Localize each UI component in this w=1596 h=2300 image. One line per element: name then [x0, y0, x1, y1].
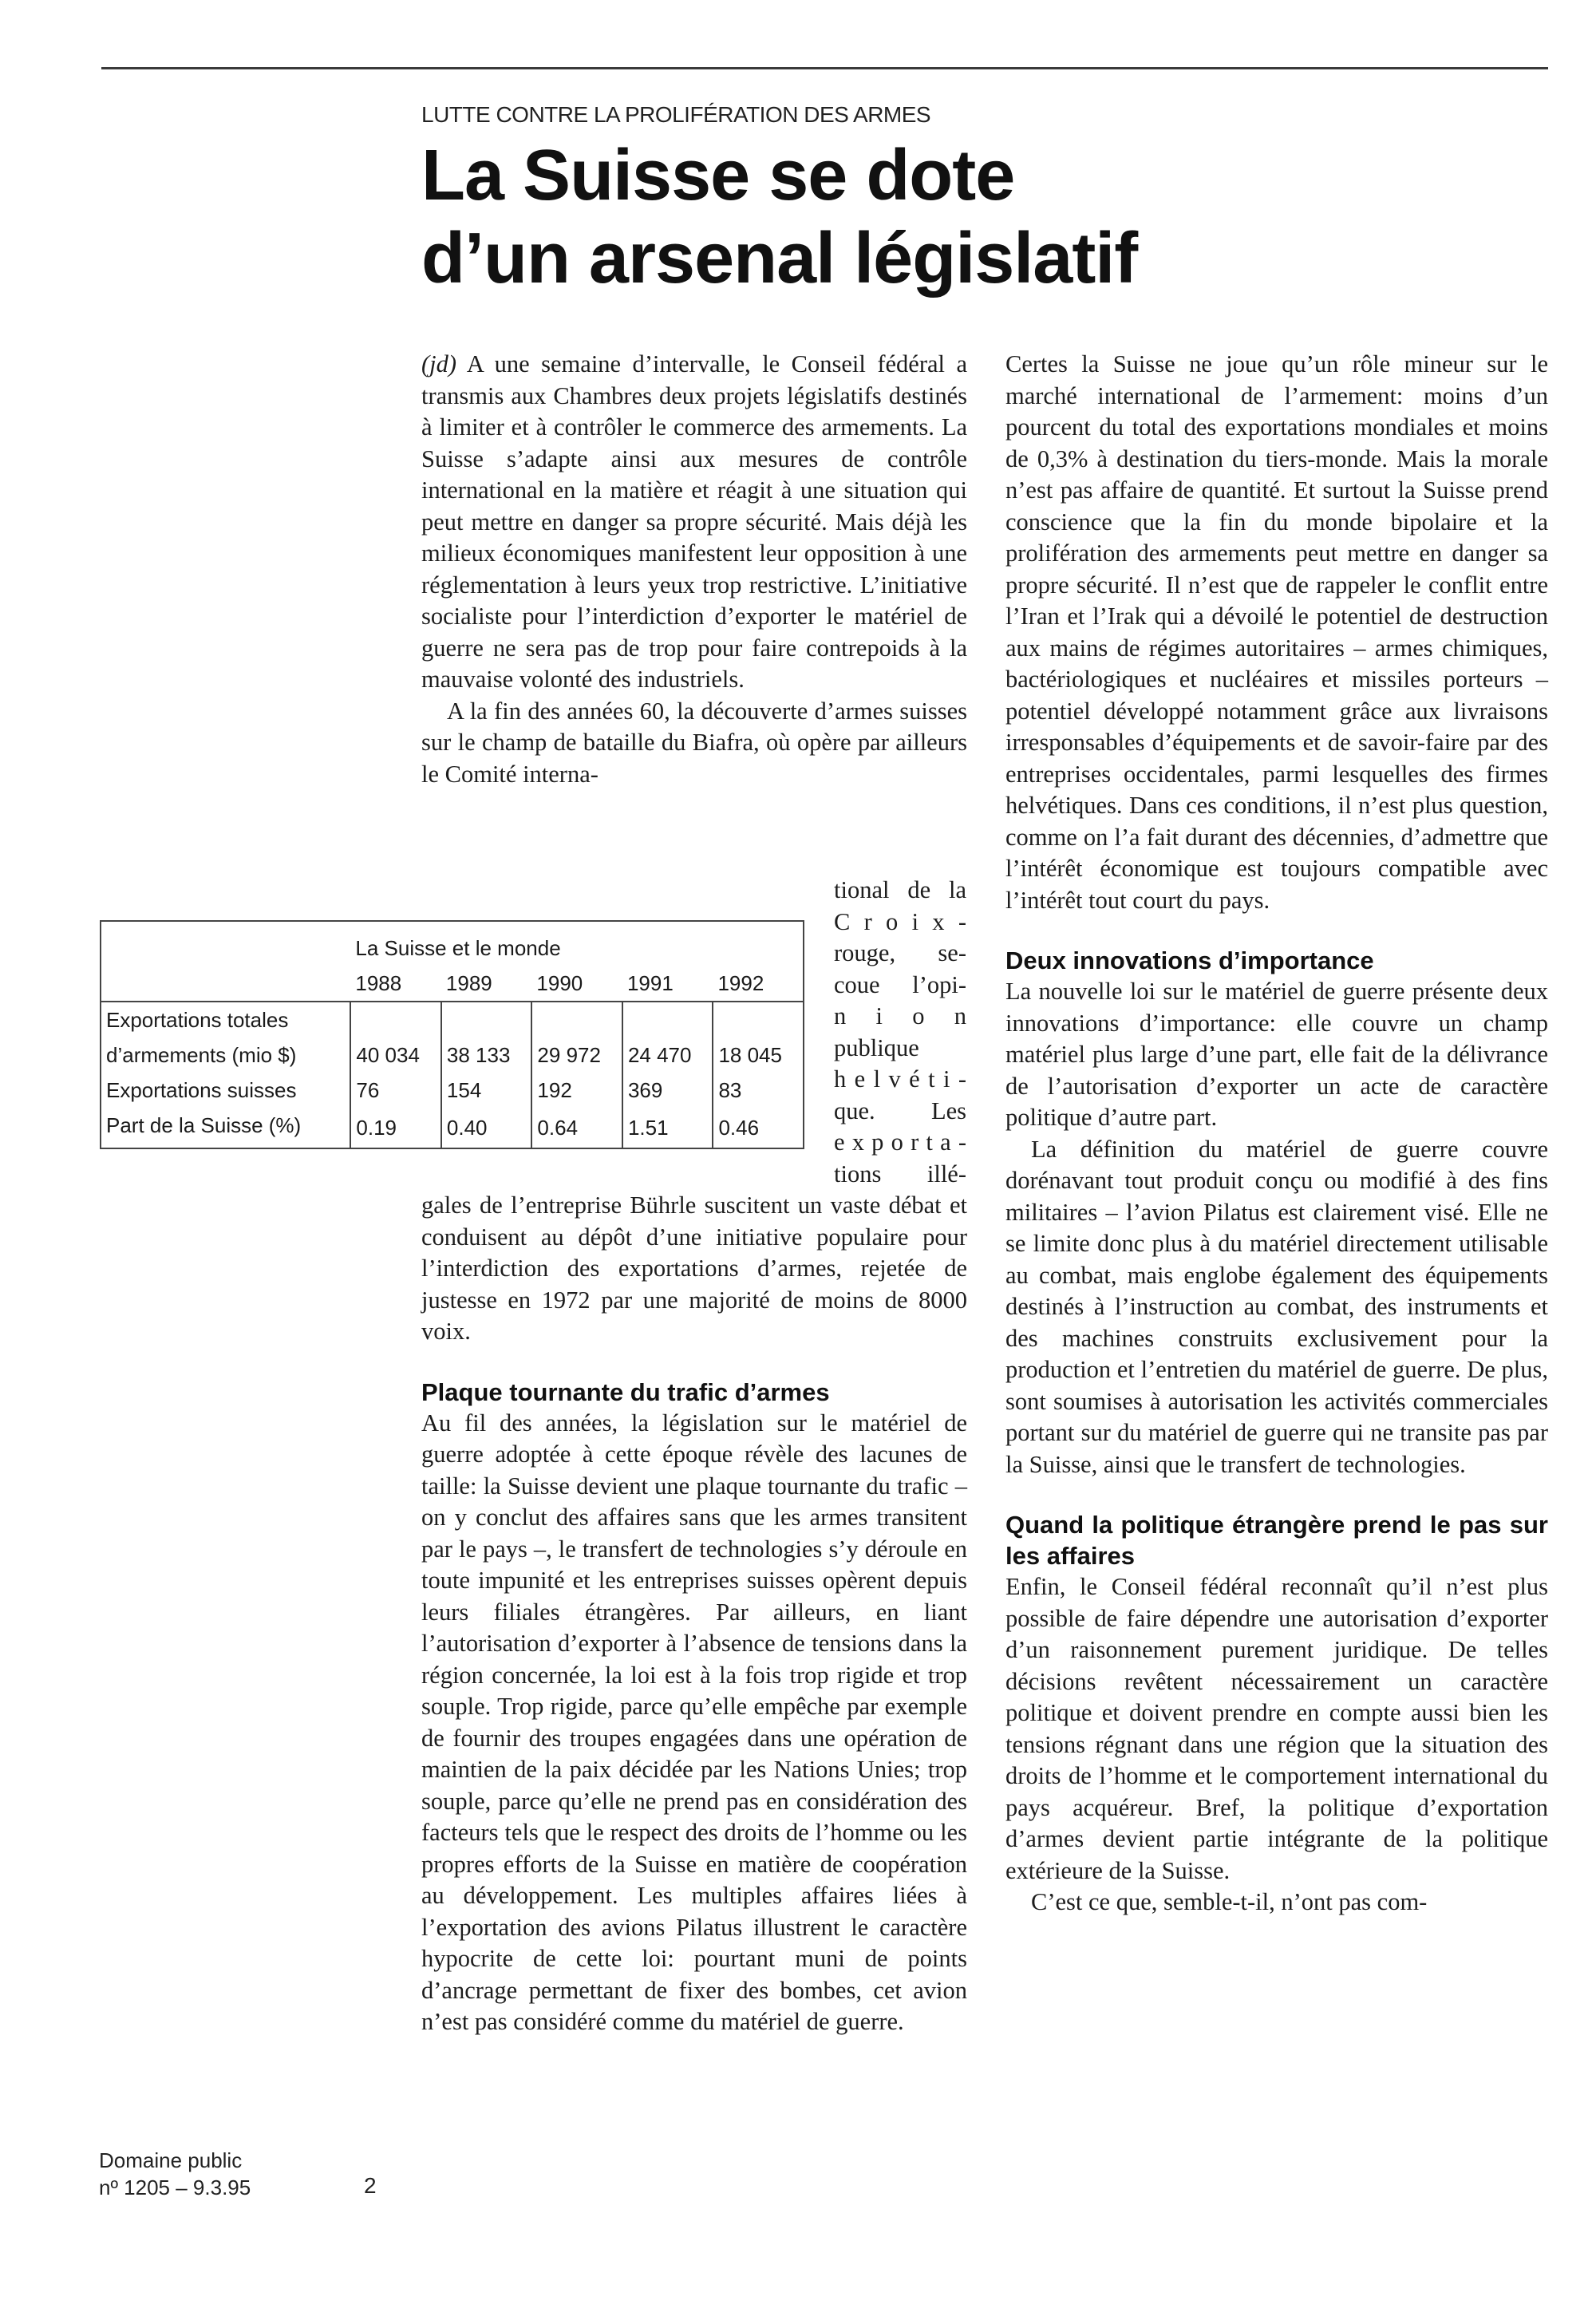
subhead-plaque-tournante: Plaque tournante du trafic d’armes	[421, 1377, 830, 1406]
table-cell: 0.46	[713, 1108, 804, 1148]
publication-name: Domaine public	[99, 2148, 243, 2172]
paragraph-role-mineur: Certes la Suisse ne joue qu’un rôle mineur sur le marché international de l’armement: moins d’un pourcent du total des exportations mondiales et moins de 0,3% à destination du tiers-monde. Mais la morale n’est pas affaire de quantité. Et surtout la Suisse prend conscience que la fin du monde bipolaire et la prolifération des armements peut mettre en danger sa propre sécurité. Il n’est que de rappeler le conflit entre l’Iran et l’Irak qui a dévoilé le potentiel de destruction aux mains de régimes autoritaires – armes chimiques, bactériologiques et nucléaires et missiles porteurs – potentiel développé notamment grâce aux livraisons irresponsables d’équipements et de savoir-faire par des entreprises occidentales, parmi lesquelles des firmes helvétiques. Dans ces conditions, il n’est plus question, comme on l’a fait durant des décennies, d’admettre que l’intérêt économique est toujours compatible avec l’intérêt tout court du pays.	[1005, 350, 1548, 914]
table-caption: La Suisse et le monde	[355, 936, 561, 960]
article-kicker: LUTTE CONTRE LA PROLIFÉRATION DES ARMES	[421, 102, 931, 127]
table-cell: 76	[350, 1073, 441, 1108]
table-cell: 40 034	[350, 1037, 441, 1073]
table-caption-row	[101, 921, 804, 966]
paragraph-continuation: C’est ce que, semble-t-il, n’ont pas com-	[1031, 1888, 1428, 1915]
paragraph-intro: (jd) A une semaine d’intervalle, le Conseil fédéral a transmis aux Chambres deux projets législatifs destinés à limiter et à contrôler le commerce des armements. La Suisse s’adapte ainsi aux mesures de contrôle international en la matière et réagit à une situation qui peut mettre en danger sa propre sécurité. Mais déjà les milieux économiques manifestent leur opposition à une réglementation à leurs yeux trop restrictive. L’initiative socialiste pour l’interdiction d’exporter le matériel de guerre ne sera pas de trop pour faire contrepoids à la mauvaise volonté des industriels.	[421, 350, 967, 693]
column-2	[1005, 349, 1548, 1919]
table-cell: 83	[713, 1073, 804, 1108]
narrow-text-line: tions illé-	[834, 1160, 966, 1188]
paragraph-definition: La définition du matériel de guerre couvre dorénavant tout produit conçu ou modifié à des fins militaires – l’avion Pilatus est clairement visé. Elle ne se limite donc plus à du matériel directement utilisable au combat, mais englobe également des équipements destinés à l’instruction au combat, des instruments et des machines construits exclusivement pour la production et l’entretien du matériel de guerre. De plus, sont soumises à autorisation les activités commerciales portant sur du matériel de guerre qui ne transite pas par la Suisse, ainsi que le transfert de technologies.	[1005, 1135, 1548, 1478]
row-label: Part de la Suisse (%)	[106, 1112, 302, 1137]
top-rule	[101, 67, 1548, 69]
issue-number: nº 1205 – 9.3.95	[99, 2176, 251, 2199]
year-header: 1990	[536, 970, 583, 995]
table-cell: 38 133	[441, 1037, 532, 1073]
paragraph-plaque-tournante: Au fil des années, la législation sur le matériel de guerre adoptée à cette époque révèle des lacunes de taille: la Suisse devient une plaque tournante du trafic – on y conclut des affaires sans que les armes transitent par le pays –, le transfert de technologies s’y déroule en toute impunité et les entreprises suisses opèrent depuis leurs filiales étrangères. Par ailleurs, en liant l’autorisation d’exporter à l’absence de tensions dans la région concernée, la loi est à la fois trop rigide et trop souple. Trop rigide, parce qu’elle empêche par exemple de fournir des troupes engagées dans une opération de maintien de la paix décidée par les Nations Unies; trop souple, parce qu’elle ne prend pas en considération des facteurs tels que le respect des droits de l’homme ou les propres efforts de la Suisse en matière de coopération au développement. Les multiples affaires liées à l’exportation des avions Pilatus illustrent le caractère hypocrite de cette loi: pourtant muni de points d’ancrage permettant de fixer des bombes, cet avion n’est pas considéré comme du matériel de guerre.	[421, 1409, 967, 2035]
paragraph-biafra-start: A la fin des années 60, la découverte d’armes suisses sur le champ de bataille du Biafra, où opère par ailleurs le Comité interna-	[421, 697, 967, 788]
page-number: 2	[364, 2173, 377, 2198]
subhead-deux-innovations: Deux innovations d’importance	[1005, 946, 1374, 974]
row-label: Exportations suisses	[106, 1077, 297, 1102]
table-header-row	[101, 966, 804, 1002]
table-cell: 1.51	[622, 1108, 713, 1148]
year-header: 1989	[445, 970, 492, 995]
column-1-narrow-wrap	[834, 875, 966, 1190]
table-cell: 192	[531, 1073, 622, 1108]
paragraph-innovations: La nouvelle loi sur le matériel de guerre présente deux innovations d’importance: elle couvre un champ matériel plus large d’une part, elle fait de la délivrance de l’autorisation d’exporter un acte de caractère politique d’autre part.	[1005, 978, 1548, 1131]
stats-table	[100, 920, 804, 1149]
narrow-text-line: tional de la	[834, 876, 966, 903]
table-cell: 369	[622, 1073, 713, 1108]
year-header: 1988	[355, 970, 402, 995]
table-row	[101, 1002, 804, 1037]
narrow-text-line: h e l v é t i -	[834, 1065, 966, 1093]
row-label: d’armements (mio $)	[106, 1042, 297, 1067]
narrow-text-line: e x p o r t a -	[834, 1128, 966, 1156]
author-initials: (jd)	[421, 350, 457, 377]
table-cell: 154	[441, 1073, 532, 1108]
narrow-text-line: publique	[834, 1033, 919, 1061]
table-row	[101, 1108, 804, 1148]
title-line-2: d’un arsenal législatif	[421, 219, 1138, 298]
year-header: 1992	[717, 970, 764, 995]
table-cell: 29 972	[531, 1037, 622, 1073]
table-cell: 0.64	[531, 1108, 622, 1148]
table-cell: 18 045	[713, 1037, 804, 1073]
table-cell: 0.19	[350, 1108, 441, 1148]
narrow-text-line: n i o n	[834, 1002, 966, 1029]
table-cell: 24 470	[622, 1037, 713, 1073]
narrow-text-line: que. Les	[834, 1097, 966, 1124]
footer-publication	[99, 2147, 251, 2201]
column-1-top	[421, 349, 967, 790]
row-label: Exportations totales	[106, 1007, 289, 1032]
paragraph-conseil-federal: Enfin, le Conseil fédéral reconnaît qu’il n’est plus possible de faire dépendre une autorisation d’exporter d’un raisonnement purement juridique. De telles décisions revêtent nécessairement un caractère politique et doivent prendre en compte aussi bien les tensions régnant dans une région que la situation des droits de l’homme et le comportement international du pays acquéreur. Bref, la politique d’exportation d’armes devient partie intégrante de la politique extérieure de la Suisse.	[1005, 1573, 1548, 1884]
narrow-text-line: rouge, se-	[834, 939, 966, 966]
title-line-1: La Suisse se dote	[421, 136, 1015, 215]
narrow-text-line: C r o i x -	[834, 907, 966, 935]
table-cell: 0.40	[441, 1108, 532, 1148]
paragraph-biafra-end: gales de l’entreprise Bührle suscitent un vaste débat et conduisent au dépôt d’une initiative populaire pour l’interdiction des exportations d’armes, rejetée de justesse en 1972 par une majorité de moins de 8000 voix.	[421, 1191, 967, 1345]
table-row	[101, 1037, 804, 1073]
table-row	[101, 1073, 804, 1108]
narrow-text-line: coue l’opi-	[834, 970, 966, 998]
article-title	[421, 134, 1379, 300]
year-header: 1991	[626, 970, 674, 995]
subhead-politique-etrangere: Quand la politique étrangère prend le pas sur les affaires	[1005, 1511, 1548, 1570]
column-1-bottom	[421, 1190, 967, 2038]
